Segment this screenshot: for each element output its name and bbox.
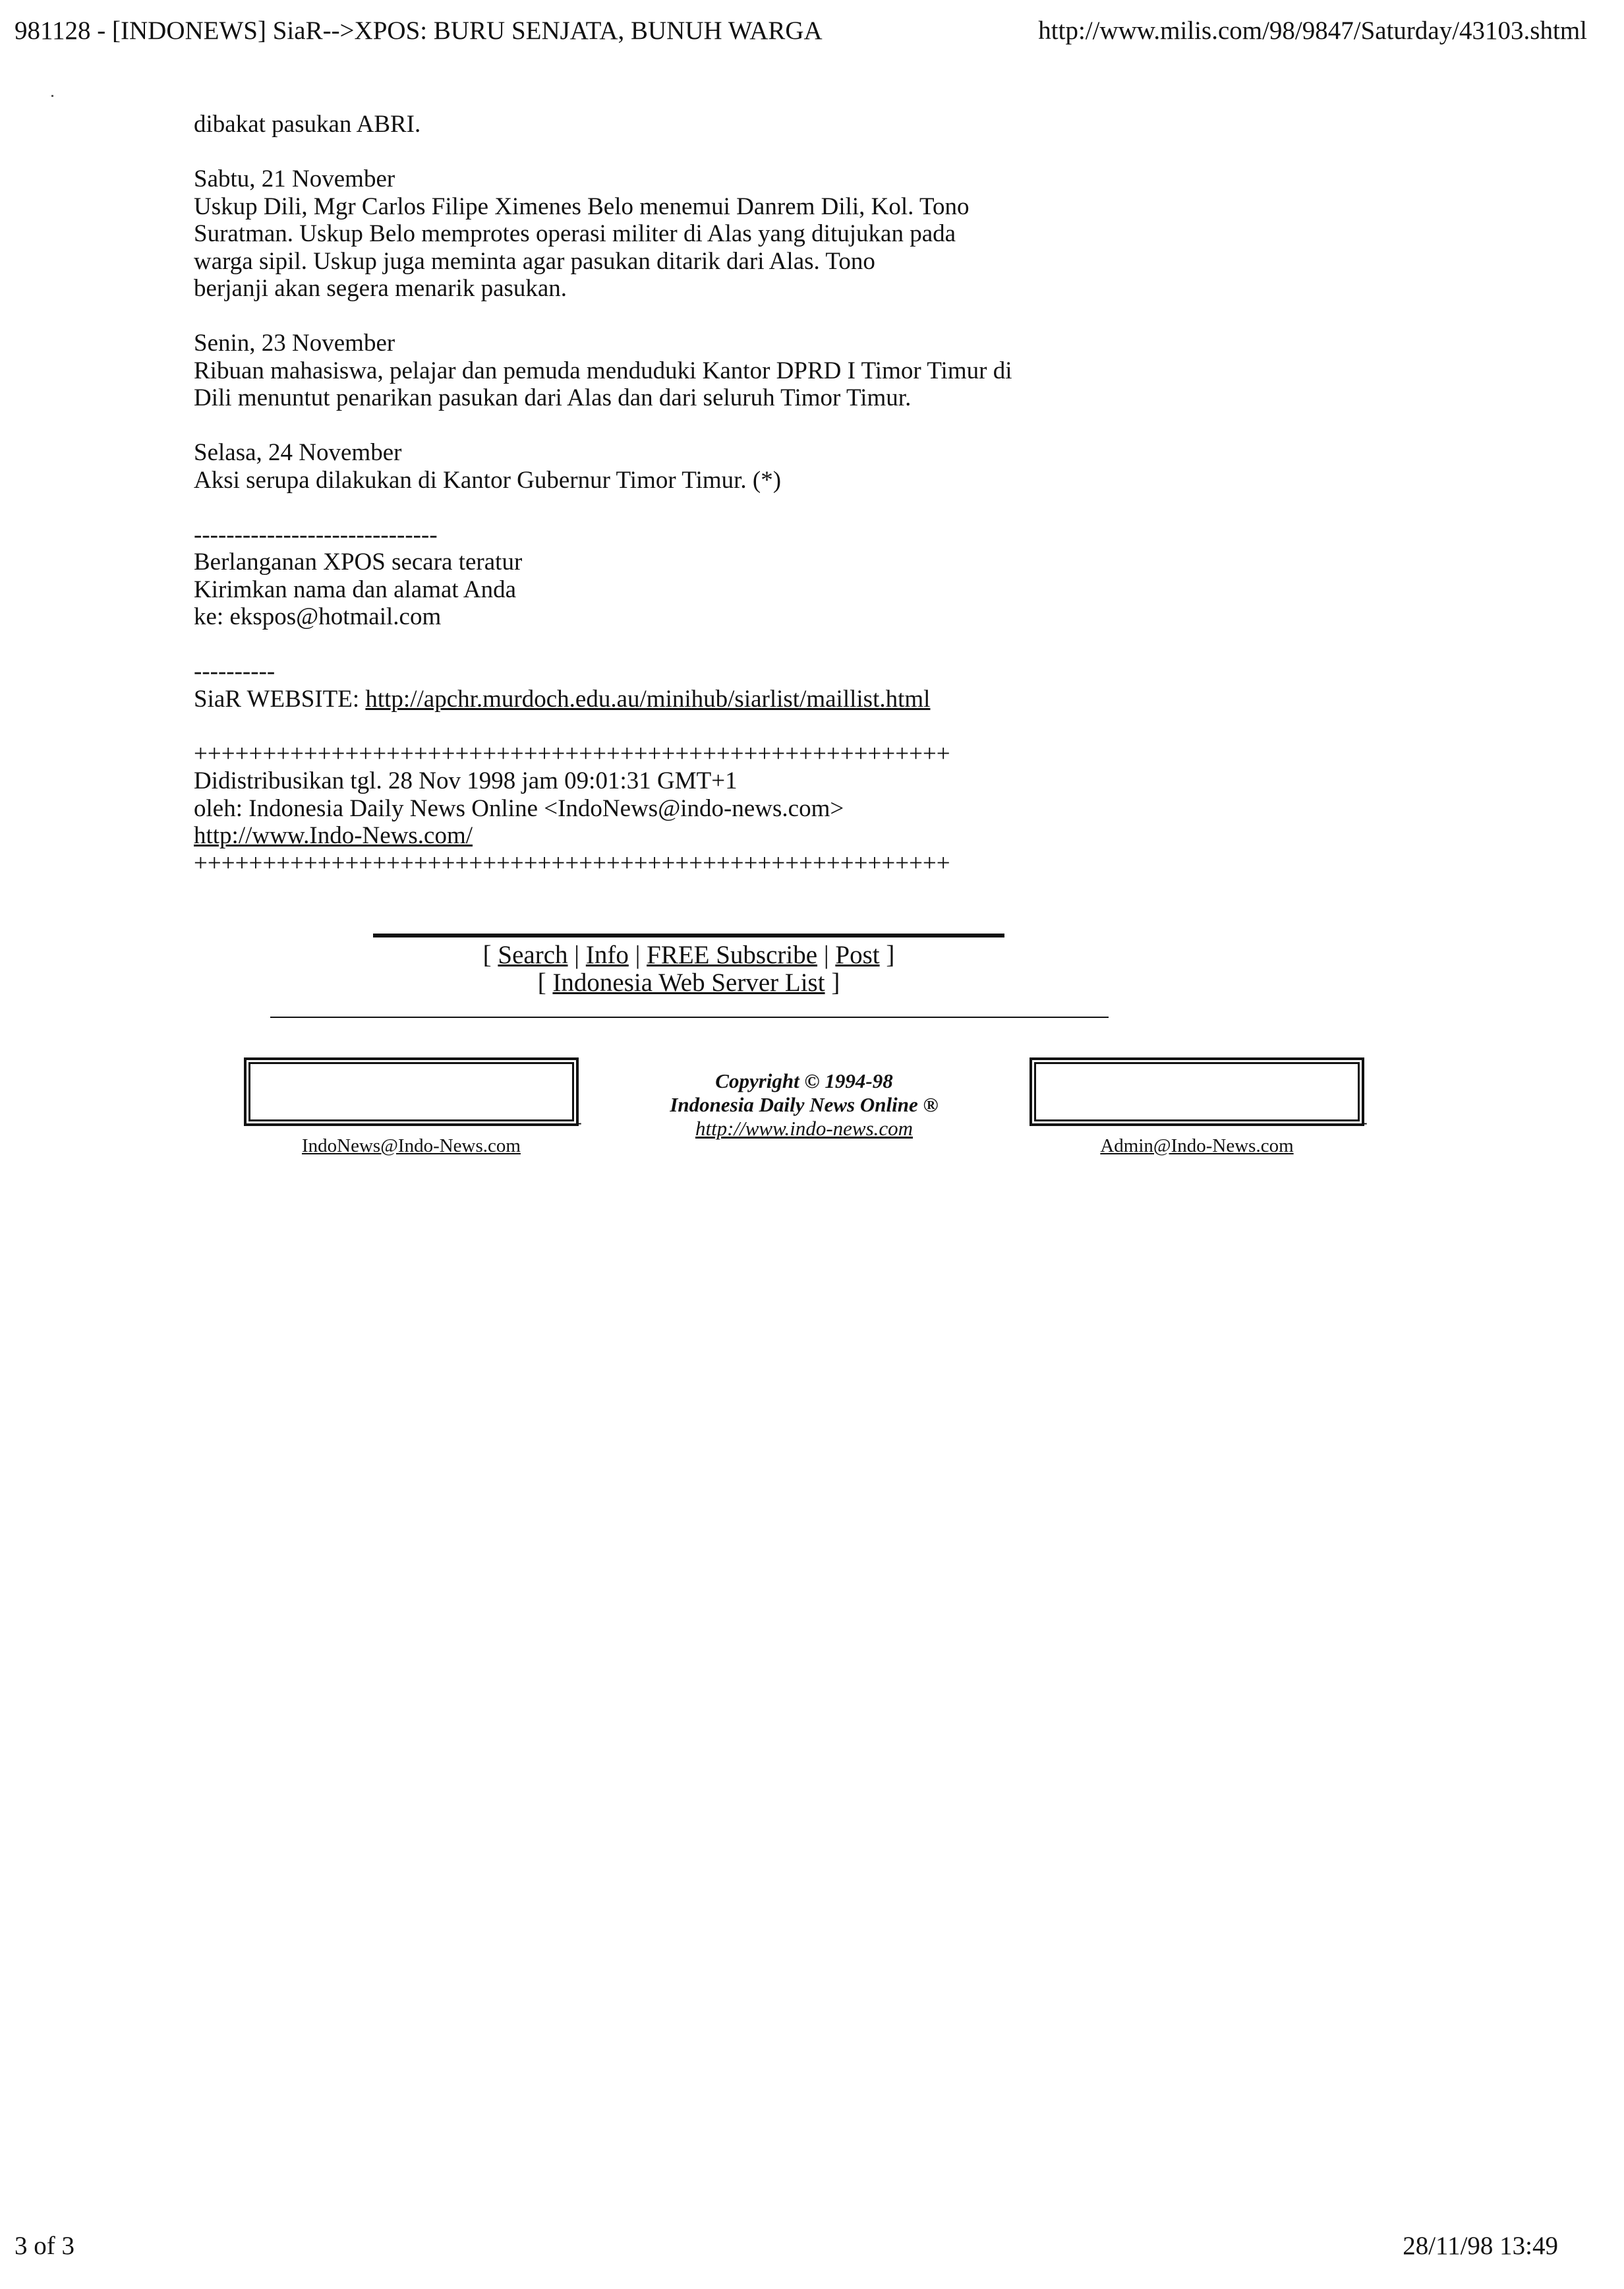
nav-bracket-open: [	[482, 941, 498, 969]
distribution-block	[194, 740, 1479, 877]
nav-row-server	[373, 969, 1004, 997]
publisher-url-link[interactable]: http://www.indo-news.com	[695, 1117, 914, 1140]
left-dash: -	[576, 1113, 582, 1132]
entry-date: Senin, 23 November	[194, 330, 395, 357]
copyright-block	[613, 1069, 995, 1141]
nav-bracket-close: ]	[825, 968, 840, 997]
nav-bar	[373, 941, 1004, 997]
subscribe-line: Berlanganan XPOS secara teratur	[194, 549, 523, 576]
entry-line: Uskup Dili, Mgr Carlos Filipe Ximenes Belo menemui Danrem Dili, Kol. Tono	[194, 193, 970, 220]
right-banner-box[interactable]	[1030, 1057, 1364, 1126]
admin-email-link[interactable]: Admin@Indo-News.com	[1100, 1135, 1294, 1156]
indonews-email-link[interactable]: IndoNews@Indo-News.com	[302, 1135, 521, 1156]
nav-bracket-open: [	[537, 968, 553, 997]
distribution-link-line	[194, 822, 1479, 850]
nav-info-link[interactable]: Info	[585, 941, 629, 969]
indo-news-link[interactable]: http://www.Indo-News.com/	[194, 822, 473, 849]
entry-line: Ribuan mahasiswa, pelajar dan pemuda menduduki Kantor DPRD I Timor Timur di	[194, 357, 1012, 384]
nav-row-main	[373, 941, 1004, 969]
nav-rule-top	[373, 934, 1004, 937]
website-block	[194, 658, 1479, 713]
entry-date: Sabtu, 21 November	[194, 165, 395, 193]
subscribe-block	[194, 521, 1479, 631]
entry-line: Aksi serupa dilakukan di Kantor Gubernur Timor Timur. (*)	[194, 466, 782, 494]
entry-line: warga sipil. Uskup juga meminta agar pasukan ditarik dari Alas. Tono	[194, 247, 875, 275]
left-banner-box[interactable]	[244, 1057, 579, 1126]
website-line	[194, 686, 1479, 713]
article-body	[194, 111, 1479, 905]
nav-rule-bottom	[270, 1017, 1109, 1018]
nav-separator: |	[628, 941, 647, 969]
nav-server-list-link[interactable]: Indonesia Web Server List	[552, 968, 825, 997]
entry-line: Dili menuntut penarikan pasukan dari Alas dan dari seluruh Timor Timur.	[194, 384, 912, 411]
entry-line: Suratman. Uskup Belo memprotes operasi militer di Alas yang ditujukan pada	[194, 220, 956, 247]
subscribe-divider: ------------------------------	[194, 521, 438, 549]
subscribe-line: Kirimkan nama dan alamat Anda	[194, 576, 517, 603]
entry-line: berjanji akan segera menarik pasukan.	[194, 275, 567, 302]
nav-bracket-close: ]	[879, 941, 895, 969]
entry-senin	[194, 330, 1479, 412]
print-datetime: 28/11/98 13:49	[1403, 2232, 1558, 2260]
entry-date: Selasa, 24 November	[194, 439, 402, 466]
intro-line: dibakat pasukan ABRI.	[194, 111, 421, 138]
entry-sabtu	[194, 165, 1479, 303]
nav-post-link[interactable]: Post	[835, 941, 880, 969]
plus-divider: +++++++++++++++++++++++++++++++++++++++++++++++++++++++	[194, 740, 950, 767]
nav-separator: |	[817, 941, 836, 969]
scan-speck	[51, 95, 53, 97]
page-number: 3 of 3	[14, 2232, 74, 2260]
nav-subscribe-link[interactable]: FREE Subscribe	[647, 941, 818, 969]
nav-separator: |	[567, 941, 586, 969]
website-label: SiaR WEBSITE:	[194, 685, 366, 713]
siar-website-link[interactable]: http://apchr.murdoch.edu.au/minihub/siarlist/maillist.html	[365, 685, 931, 713]
page-header-title: 981128 - [INDONEWS] SiaR-->XPOS: BURU SENJATA, BUNUH WARGA	[14, 16, 823, 45]
distribution-date: Didistribusikan tgl. 28 Nov 1998 jam 09:01:31 GMT+1	[194, 767, 738, 794]
right-dash: -	[1362, 1113, 1368, 1132]
website-divider: ----------	[194, 658, 276, 685]
copyright-line: Copyright © 1994-98	[715, 1069, 893, 1092]
plus-divider-end: +++++++++++++++++++++++++++++++++++++++++++++++++++++++	[194, 849, 950, 877]
nav-search-link[interactable]: Search	[498, 941, 568, 969]
subscribe-line: ke: ekspos@hotmail.com	[194, 603, 442, 630]
publisher-line: Indonesia Daily News Online ®	[670, 1093, 939, 1116]
entry-selasa	[194, 439, 1479, 494]
distribution-by: oleh: Indonesia Daily News Online <IndoNews@indo-news.com>	[194, 794, 844, 822]
page-header-url: http://www.milis.com/98/9847/Saturday/43103.shtml	[1038, 16, 1587, 45]
